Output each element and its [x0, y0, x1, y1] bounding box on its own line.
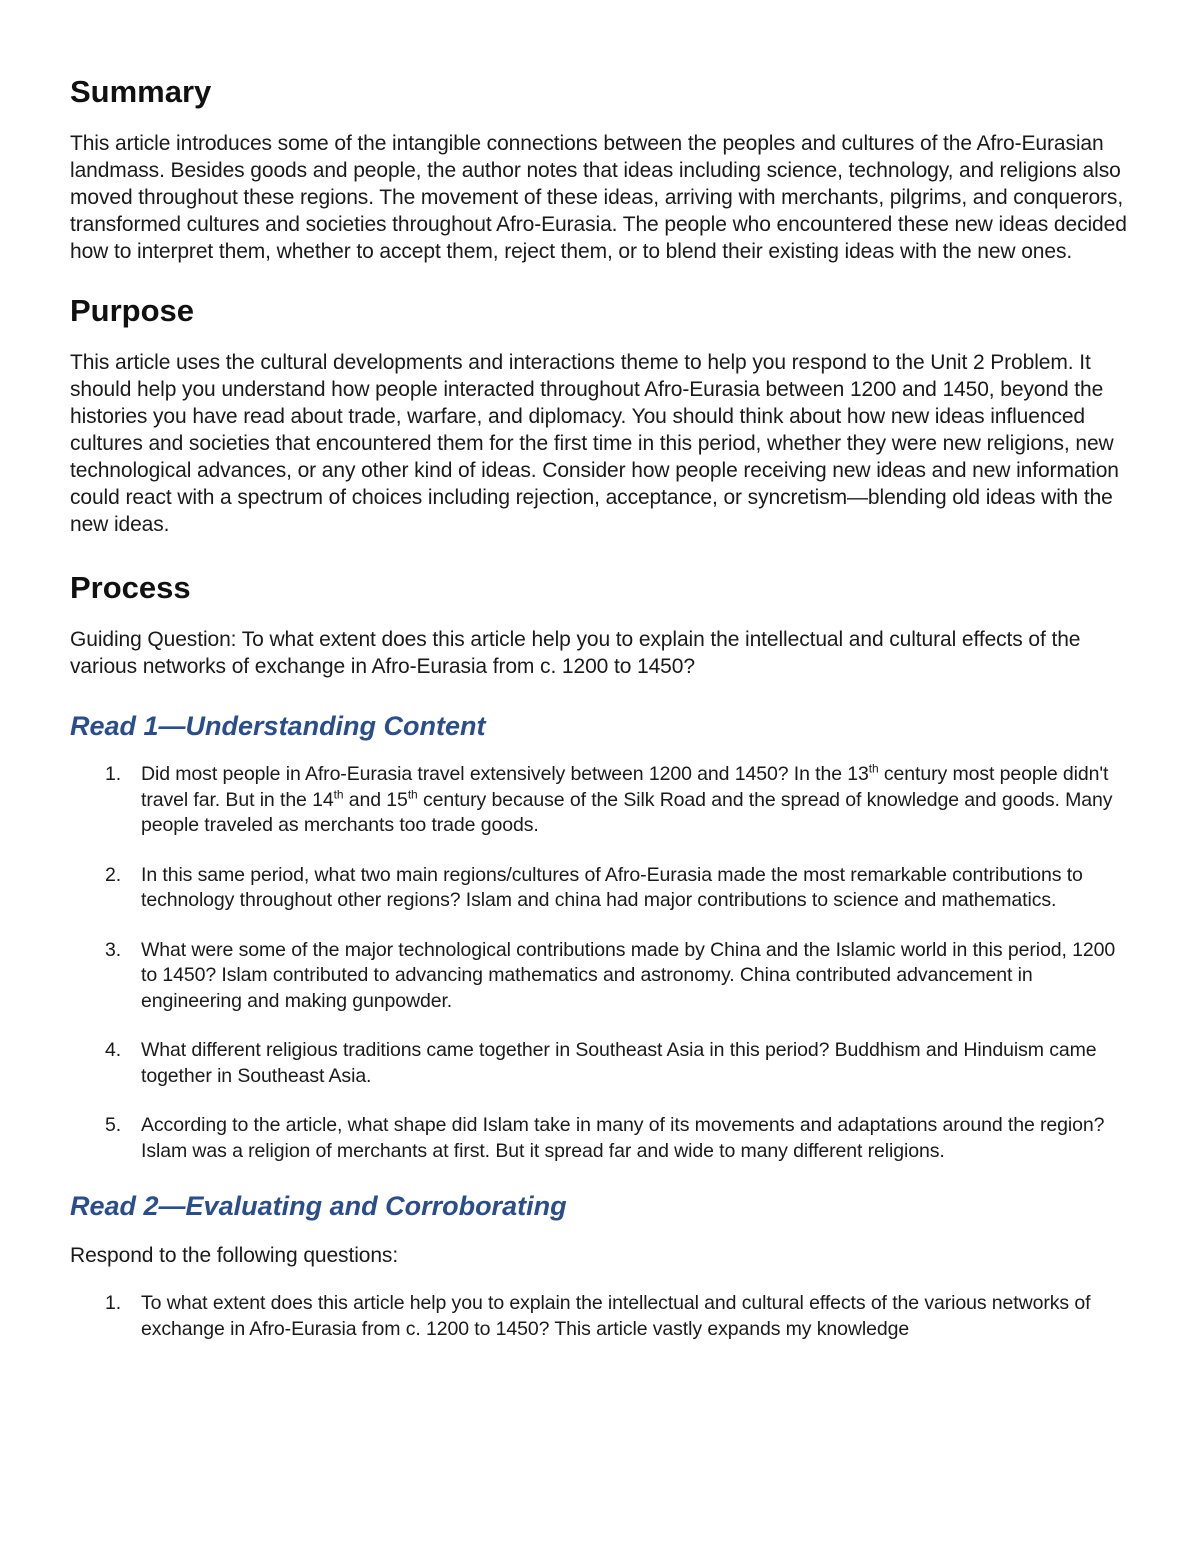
purpose-heading: Purpose: [70, 293, 195, 328]
read2-question-list: [70, 1291, 1132, 1342]
process-heading: Process: [70, 570, 191, 605]
list-item-number: 4.: [105, 1039, 122, 1061]
list-item: [70, 762, 1132, 839]
list-item: [70, 1113, 1132, 1164]
list-item-text: In this same period, what two main regions/cultures of Afro-Eurasia made the most remarkable contributions to technology throughout other regions? Islam and china had major contributions to science and mathematics.: [141, 863, 1083, 911]
summary-paragraph: This article introduces some of the intangible connections between the peoples and cultures of the Afro-Eurasian landmass. Besides goods and people, the author notes that ideas including science, technology, and religions also moved throughout these regions. The movement of these ideas, arriving with merchants, pilgrims, and conquerors, transformed cultures and societies throughout Afro-Eurasia. The people who encountered these new ideas decided how to interpret them, whether to accept them, reject them, or to blend their existing ideas with the new ones.: [70, 132, 1127, 263]
read2-intro: Respond to the following questions:: [70, 1244, 399, 1267]
purpose-paragraph: This article uses the cultural developments and interactions theme to help you respond to the Unit 2 Problem. It should help you understand how people interacted throughout Afro-Eurasia between 1200 and 1450, beyond the histories you have read about trade, warfare, and diplomacy. You should think about how new ideas influenced cultures and societies that encountered them for the first time in this period, whether they were new religions, new technological advances, or any other kind of ideas. Consider how people receiving new ideas and new information could react with a spectrum of choices including rejection, acceptance, or syncretism—blending old ideas with the new ideas.: [70, 351, 1119, 536]
list-item: [70, 1038, 1132, 1089]
list-item-text: To what extent does this article help you to explain the intellectual and cultural effects of the various networks of exchange in Afro-Eurasia from c. 1200 to 1450? This article vastly expands my knowledge: [141, 1292, 1091, 1340]
list-item-number: 1.: [105, 1292, 122, 1314]
list-item-number: 5.: [105, 1114, 122, 1136]
list-item: [70, 1291, 1132, 1342]
list-item: [70, 863, 1132, 914]
list-item-number: 3.: [105, 938, 122, 961]
read1-heading: Read 1—Understanding Content: [70, 711, 486, 741]
read1-question-list: [70, 762, 1132, 1164]
summary-heading: Summary: [70, 74, 212, 109]
list-item: [70, 938, 1132, 1015]
list-item-text: Did most people in Afro-Eurasia travel extensively between 1200 and 1450? In the 13th century most people didn't travel far. But in the 14th and 15th century because of the Silk Road and the spread of knowledge and goods. Many people traveled as merchants too trade goods.: [141, 761, 1113, 836]
list-item-text: According to the article, what shape did Islam take in many of its movements and adaptations around the region? Islam was a religion of merchants at first. But it spread far and wide to many different religions.: [141, 1114, 1105, 1162]
read2-heading: Read 2—Evaluating and Corroborating: [70, 1191, 567, 1221]
document-page: [70, 72, 1132, 1366]
list-item-text: What different religious traditions came together in Southeast Asia in this period? Buddhism and Hinduism came together in Southeast Asia.: [141, 1039, 1097, 1087]
list-item-number: 1.: [105, 763, 122, 785]
list-item-number: 2.: [105, 863, 122, 886]
list-item-text: What were some of the major technological contributions made by China and the Islamic world in this period, 1200 to 1450? Islam contributed to advancing mathematics and astronomy. China contributed advancement in engineering and making gunpowder.: [141, 938, 1116, 1012]
guiding-question: Guiding Question: To what extent does this article help you to explain the intellectual and cultural effects of the various networks of exchange in Afro-Eurasia from c. 1200 to 1450?: [70, 628, 1081, 678]
